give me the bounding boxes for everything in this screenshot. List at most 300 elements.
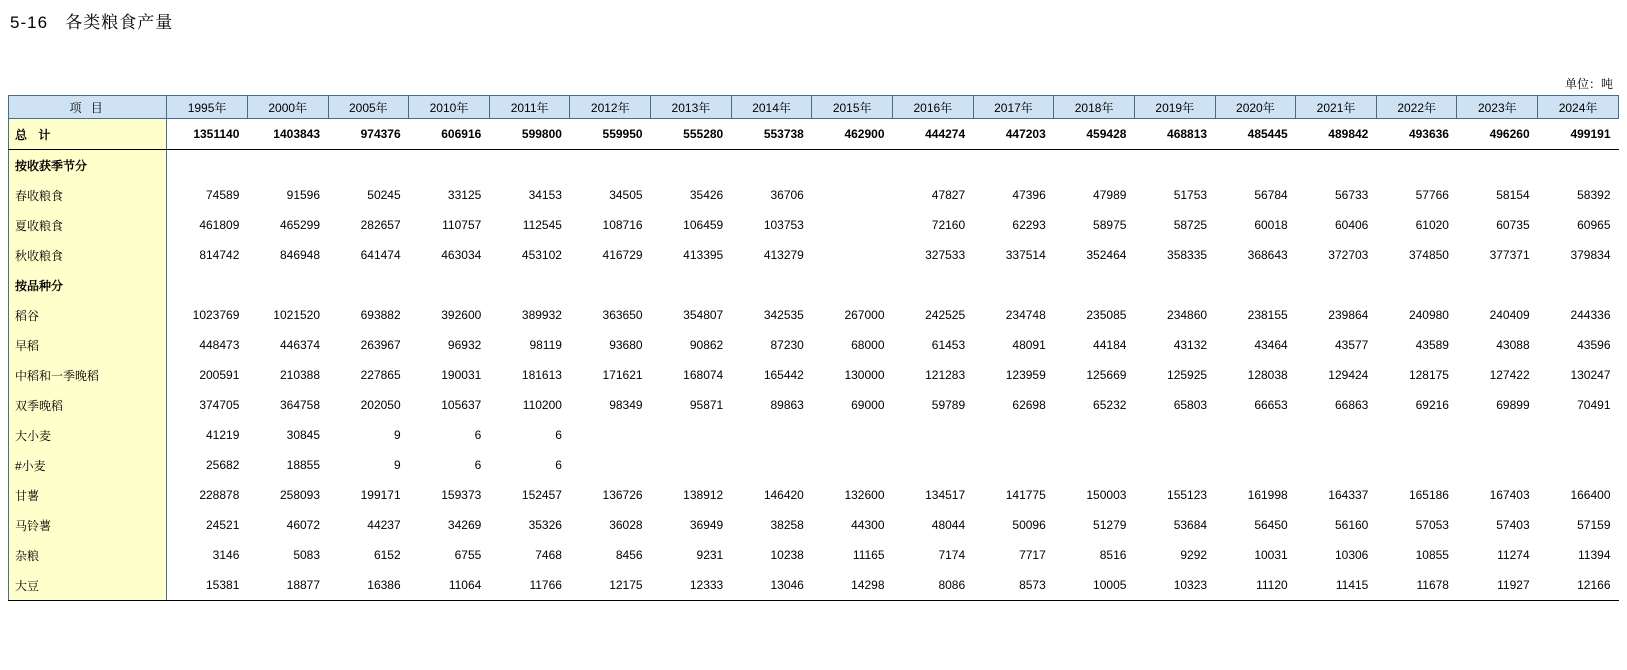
table-cell: 202050	[360, 398, 401, 412]
table-cell: 14298	[812, 570, 893, 601]
table-cell: 50096	[1012, 518, 1046, 532]
table-cell	[1296, 420, 1377, 450]
table-cell: 11766	[489, 570, 570, 601]
table-cell: 161998	[1247, 488, 1288, 502]
table-cell: 35326	[528, 518, 562, 532]
table-cell	[1134, 150, 1215, 181]
row-label: 马铃薯	[9, 510, 167, 540]
table-cell: 8573	[973, 570, 1054, 601]
table-cell: 238155	[1247, 308, 1288, 322]
table-cell	[1215, 420, 1296, 450]
table-cell: 240409	[1489, 308, 1530, 322]
table-cell: 199171	[360, 488, 401, 502]
table-cell	[812, 420, 893, 450]
table-cell: 43589	[1415, 338, 1449, 352]
table-cell: 190031	[441, 368, 482, 382]
table-cell: 459428	[1054, 119, 1135, 150]
table-cell	[812, 180, 893, 210]
table-cell	[812, 270, 893, 300]
table-cell	[1376, 150, 1457, 181]
table-cell: 8086	[893, 570, 974, 601]
table-cell: 165442	[763, 368, 804, 382]
table-cell	[1457, 420, 1538, 450]
table-cell: 110757	[442, 218, 482, 232]
table-cell: 130247	[1570, 368, 1611, 382]
table-cell: 244336	[1570, 308, 1611, 322]
table-cell: 444274	[893, 119, 974, 150]
row-label: 秋收粮食	[9, 240, 167, 270]
table-cell: 62293	[1012, 218, 1046, 232]
table-cell: 282657	[360, 218, 401, 232]
table-cell: 56160	[1334, 518, 1369, 532]
table-cell: 846948	[279, 248, 321, 262]
row-label: 双季晚稻	[9, 390, 167, 420]
table-cell: 6	[555, 458, 562, 472]
table-cell: 106459	[683, 218, 724, 232]
table-cell: 374705	[199, 398, 240, 412]
table-row	[9, 210, 1619, 240]
table-cell	[1215, 150, 1296, 181]
table-cell: 164337	[1328, 488, 1369, 502]
table-cell: 66653	[1254, 398, 1288, 412]
row-label: 春收粮食	[9, 180, 167, 210]
table-cell: 10238	[770, 548, 804, 562]
table-cell: 96932	[447, 338, 482, 352]
table-cell: 1023769	[192, 308, 240, 322]
table-cell: 24521	[206, 518, 240, 532]
table-cell: 493636	[1376, 119, 1457, 150]
table-header	[9, 96, 1619, 119]
table-cell: 374850	[1408, 248, 1449, 262]
column-header-year: 2013年	[651, 96, 732, 119]
table-cell: 89863	[770, 398, 804, 412]
column-header-year: 2019年	[1134, 96, 1215, 119]
column-header-year: 2010年	[409, 96, 490, 119]
table-cell	[1538, 270, 1619, 300]
table-cell: 146420	[763, 488, 804, 502]
table-cell: 392600	[441, 308, 482, 322]
table-cell: 263967	[360, 338, 401, 352]
table-cell: 10855	[1415, 548, 1449, 562]
table-cell: 128175	[1408, 368, 1449, 382]
table-cell: 123959	[1005, 368, 1046, 382]
table-cell	[893, 450, 974, 480]
column-header-year: 2017年	[973, 96, 1054, 119]
table-cell: 496260	[1457, 119, 1538, 150]
table-cell: 258093	[279, 488, 321, 502]
table-cell	[1376, 450, 1457, 480]
table-cell: 358335	[1167, 248, 1208, 262]
table-cell: 74589	[206, 188, 240, 202]
table-cell: 3146	[212, 548, 240, 562]
table-cell: 8516	[1099, 548, 1127, 562]
column-header-year: 2011年	[489, 96, 570, 119]
table-cell: 112545	[522, 218, 562, 232]
table-cell: 159373	[441, 488, 482, 502]
table-cell: 9	[393, 458, 401, 472]
table-cell: 7717	[1019, 548, 1046, 562]
table-cell: 43132	[1173, 338, 1208, 352]
table-cell: 41219	[206, 428, 240, 442]
table-cell: 56784	[1254, 188, 1288, 202]
table-cell: 12333	[651, 570, 732, 601]
table-cell: 105637	[441, 398, 482, 412]
table-cell: 60018	[1254, 218, 1288, 232]
table-cell	[1538, 150, 1619, 181]
page-title: 5-16 各类粮食产量	[10, 13, 174, 32]
table-cell: 234748	[1005, 308, 1046, 322]
table-cell: 12175	[570, 570, 651, 601]
table-cell: 33125	[447, 188, 482, 202]
table-cell	[1134, 270, 1215, 300]
table-cell: 60735	[1496, 218, 1530, 232]
table-cell: 363650	[602, 308, 643, 322]
table-cell: 30845	[286, 428, 321, 442]
table-cell: 16386	[328, 570, 409, 601]
table-cell: 44237	[367, 518, 401, 532]
table-cell: 127422	[1489, 368, 1530, 382]
table-cell: 11415	[1296, 570, 1377, 601]
column-header-year: 2014年	[731, 96, 812, 119]
table-cell: 166400	[1570, 488, 1611, 502]
column-header-year: 2005年	[328, 96, 409, 119]
table-cell	[489, 270, 570, 300]
table-cell: 240980	[1408, 308, 1449, 322]
row-label: 按品种分	[9, 270, 167, 300]
column-header-year: 2012年	[570, 96, 651, 119]
table-row	[9, 330, 1619, 360]
table-row	[9, 240, 1619, 270]
table-cell	[1215, 270, 1296, 300]
table-cell: 66863	[1334, 398, 1369, 412]
table-cell: 150003	[1086, 488, 1127, 502]
table-cell: 134517	[925, 488, 966, 502]
table-row	[9, 390, 1619, 420]
row-label: 夏收粮食	[9, 210, 167, 240]
table-cell: 60406	[1334, 218, 1369, 232]
table-cell: 372703	[1328, 248, 1369, 262]
column-header-year: 1995年	[167, 96, 248, 119]
table-cell: 489842	[1296, 119, 1377, 150]
table-cell: 62698	[1012, 398, 1046, 412]
table-cell	[328, 270, 409, 300]
table-cell: 70491	[1577, 398, 1611, 412]
table-cell: 6	[555, 428, 562, 442]
table-row	[9, 180, 1619, 210]
table-cell	[812, 240, 893, 270]
table-cell: 352464	[1086, 248, 1127, 262]
table-row	[9, 119, 1619, 150]
table-row	[9, 480, 1619, 510]
table-row	[9, 510, 1619, 540]
table-cell	[1134, 420, 1215, 450]
column-header-year: 2016年	[893, 96, 974, 119]
table-cell	[731, 450, 812, 480]
table-cell: 98349	[609, 398, 643, 412]
table-cell: 1351140	[167, 119, 248, 150]
table-cell: 342535	[763, 308, 804, 322]
table-cell: 485445	[1215, 119, 1296, 150]
table-cell: 58392	[1577, 188, 1611, 202]
table-cell: 130000	[844, 368, 885, 382]
table-cell	[893, 150, 974, 181]
table-cell: 11120	[1215, 570, 1296, 601]
table-cell	[651, 150, 732, 181]
table-cell: 468813	[1134, 119, 1215, 150]
table-cell	[167, 270, 248, 300]
column-header-year: 2022年	[1376, 96, 1457, 119]
table-cell: 57403	[1496, 518, 1530, 532]
table-cell: 461809	[199, 218, 240, 232]
row-label: #小麦	[9, 450, 167, 480]
table-cell	[1054, 450, 1135, 480]
table-cell: 48044	[931, 518, 966, 532]
table-cell	[973, 270, 1054, 300]
table-cell: 152457	[521, 488, 562, 502]
unit-note: 单位：吨	[1564, 77, 1613, 91]
table-row	[9, 420, 1619, 450]
table-cell: 234860	[1167, 308, 1208, 322]
table-cell: 57159	[1577, 518, 1611, 532]
table-cell: 6	[474, 428, 482, 442]
table-cell	[328, 150, 409, 181]
table-cell	[1054, 420, 1135, 450]
table-cell	[489, 150, 570, 181]
table-cell: 465299	[279, 218, 321, 232]
table-cell: 9	[393, 428, 401, 442]
row-label: 稻谷	[9, 300, 167, 330]
table-cell: 36949	[689, 518, 724, 532]
table-cell: 34153	[528, 188, 562, 202]
table-cell: 36028	[609, 518, 643, 532]
table-cell: 93680	[609, 338, 643, 352]
table-cell: 416729	[602, 248, 643, 262]
table-cell: 72160	[931, 218, 966, 232]
table-cell: 11678	[1376, 570, 1457, 601]
table-cell	[973, 150, 1054, 181]
table-cell: 60965	[1577, 218, 1611, 232]
table-cell	[893, 420, 974, 450]
table-cell: 57053	[1415, 518, 1449, 532]
table-cell: 12166	[1538, 570, 1619, 601]
table-cell: 15381	[167, 570, 248, 601]
table-cell: 43464	[1254, 338, 1288, 352]
table-cell: 128038	[1247, 368, 1288, 382]
table-cell: 6152	[373, 548, 401, 562]
table-cell: 103753	[763, 218, 804, 232]
table-cell: 555280	[651, 119, 732, 150]
table-cell: 58725	[1173, 218, 1208, 232]
table-cell: 57766	[1415, 188, 1449, 202]
table-row	[9, 270, 1619, 300]
table-cell: 9231	[696, 548, 724, 562]
table-cell: 25682	[206, 458, 240, 472]
table-cell	[1457, 450, 1538, 480]
table-cell	[1296, 450, 1377, 480]
table-cell: 364758	[279, 398, 321, 412]
table-cell: 47396	[1012, 188, 1046, 202]
table-cell: 44184	[1093, 338, 1127, 352]
table-cell: 167403	[1489, 488, 1530, 502]
table-cell: 65803	[1173, 398, 1208, 412]
table-cell: 91596	[286, 188, 321, 202]
table-header-row	[9, 96, 1619, 119]
table-cell: 47989	[1093, 188, 1127, 202]
table-cell: 453102	[521, 248, 562, 262]
table-cell	[570, 450, 651, 480]
table-cell: 1403843	[247, 119, 328, 150]
table-cell: 327533	[925, 248, 966, 262]
table-cell: 379834	[1570, 248, 1611, 262]
table-cell: 138912	[683, 488, 724, 502]
table-cell: 165186	[1408, 488, 1449, 502]
table-cell: 553738	[731, 119, 812, 150]
table-cell: 5083	[293, 548, 321, 562]
table-cell: 65232	[1093, 398, 1127, 412]
table-cell	[1296, 270, 1377, 300]
table-cell: 48091	[1012, 338, 1046, 352]
table-cell: 599800	[489, 119, 570, 150]
table-cell	[1054, 270, 1135, 300]
table-cell: 377371	[1489, 248, 1530, 262]
table-cell: 6	[474, 458, 482, 472]
table-cell: 110200	[522, 398, 562, 412]
table-cell: 389932	[521, 308, 562, 322]
table-cell: 35426	[689, 188, 724, 202]
table-cell: 10031	[1254, 548, 1288, 562]
table-cell: 125669	[1086, 368, 1127, 382]
table-cell: 108716	[602, 218, 643, 232]
table-cell: 61453	[931, 338, 966, 352]
table-cell: 43088	[1496, 338, 1530, 352]
table-cell	[893, 270, 974, 300]
table-cell: 168074	[683, 368, 724, 382]
table-cell: 235085	[1086, 308, 1127, 322]
row-label: 总 计	[9, 119, 167, 150]
row-label: 大豆	[9, 570, 167, 601]
table-cell: 974376	[328, 119, 409, 150]
table-cell: 641474	[360, 248, 401, 262]
table-cell: 95871	[689, 398, 724, 412]
table-cell	[409, 270, 490, 300]
table-cell: 90862	[689, 338, 724, 352]
table-cell: 462900	[812, 119, 893, 150]
table-cell: 51753	[1173, 188, 1208, 202]
table-cell: 171621	[602, 368, 643, 382]
column-header-year: 2021年	[1296, 96, 1377, 119]
table-cell: 51279	[1093, 518, 1127, 532]
column-header-year: 2023年	[1457, 96, 1538, 119]
table-cell	[247, 270, 328, 300]
table-cell	[1215, 450, 1296, 480]
table-cell	[973, 420, 1054, 450]
table-cell: 141775	[1005, 488, 1046, 502]
table-cell: 58975	[1093, 218, 1127, 232]
table-cell: 13046	[731, 570, 812, 601]
table-cell: 44300	[851, 518, 885, 532]
table-cell	[731, 270, 812, 300]
table-cell	[973, 450, 1054, 480]
table-cell: 10306	[1334, 548, 1369, 562]
table-cell: 11927	[1457, 570, 1538, 601]
column-header-year: 2000年	[247, 96, 328, 119]
row-label: 中稻和一季晚稻	[9, 360, 167, 390]
table-cell: 499191	[1538, 119, 1619, 150]
table-cell: 132600	[844, 488, 885, 502]
table-cell	[1538, 420, 1619, 450]
table-cell: 448473	[199, 338, 240, 352]
table-cell	[247, 150, 328, 181]
table-cell: 446374	[279, 338, 321, 352]
column-header-year: 2018年	[1054, 96, 1135, 119]
table-cell: 463034	[441, 248, 482, 262]
table-cell	[1296, 150, 1377, 181]
table-cell: 413395	[683, 248, 724, 262]
table-cell	[570, 150, 651, 181]
table-cell	[1054, 150, 1135, 181]
table-cell: 125925	[1167, 368, 1208, 382]
row-label: 早稻	[9, 330, 167, 360]
table-cell: 18877	[247, 570, 328, 601]
table-cell: 6755	[454, 548, 482, 562]
table-cell: 354807	[683, 308, 724, 322]
table-cell: 11165	[852, 548, 885, 562]
table-cell: 43596	[1577, 338, 1611, 352]
table-cell: 69000	[851, 398, 885, 412]
column-header-year: 2020年	[1215, 96, 1296, 119]
table-cell: 11064	[409, 570, 490, 601]
column-header-item: 项 目	[9, 96, 167, 119]
table-cell	[731, 420, 812, 450]
table-row	[9, 450, 1619, 480]
table-row	[9, 540, 1619, 570]
table-cell: 267000	[844, 308, 885, 322]
table-cell: 136726	[602, 488, 643, 502]
table-cell	[167, 150, 248, 181]
table-cell: 56733	[1334, 188, 1369, 202]
table-cell: 8456	[615, 548, 643, 562]
table-cell: 447203	[973, 119, 1054, 150]
table-cell: 10005	[1054, 570, 1135, 601]
table-cell: 239864	[1328, 308, 1369, 322]
table-cell	[1538, 450, 1619, 480]
table-cell	[1457, 150, 1538, 181]
table-cell	[570, 270, 651, 300]
table-cell: 34505	[609, 188, 643, 202]
table-cell: 11274	[1497, 548, 1530, 562]
table-cell	[651, 270, 732, 300]
table-cell: 606916	[409, 119, 490, 150]
table-cell	[731, 150, 812, 181]
table-cell: 155123	[1167, 488, 1208, 502]
table-cell	[1457, 270, 1538, 300]
table-cell: 242525	[925, 308, 966, 322]
table-cell	[570, 420, 651, 450]
table-cell	[651, 420, 732, 450]
table-cell: 59789	[931, 398, 966, 412]
table-cell: 50245	[367, 188, 401, 202]
table-cell: 200591	[199, 368, 240, 382]
table-cell	[1376, 270, 1457, 300]
table-cell: 10323	[1134, 570, 1215, 601]
table-cell: 47827	[931, 188, 966, 202]
table-cell: 61020	[1415, 218, 1449, 232]
table-cell: 129424	[1328, 368, 1369, 382]
column-header-year: 2024年	[1538, 96, 1619, 119]
table-cell	[812, 150, 893, 181]
table-cell: 181613	[521, 368, 562, 382]
table-cell: 36706	[770, 188, 804, 202]
